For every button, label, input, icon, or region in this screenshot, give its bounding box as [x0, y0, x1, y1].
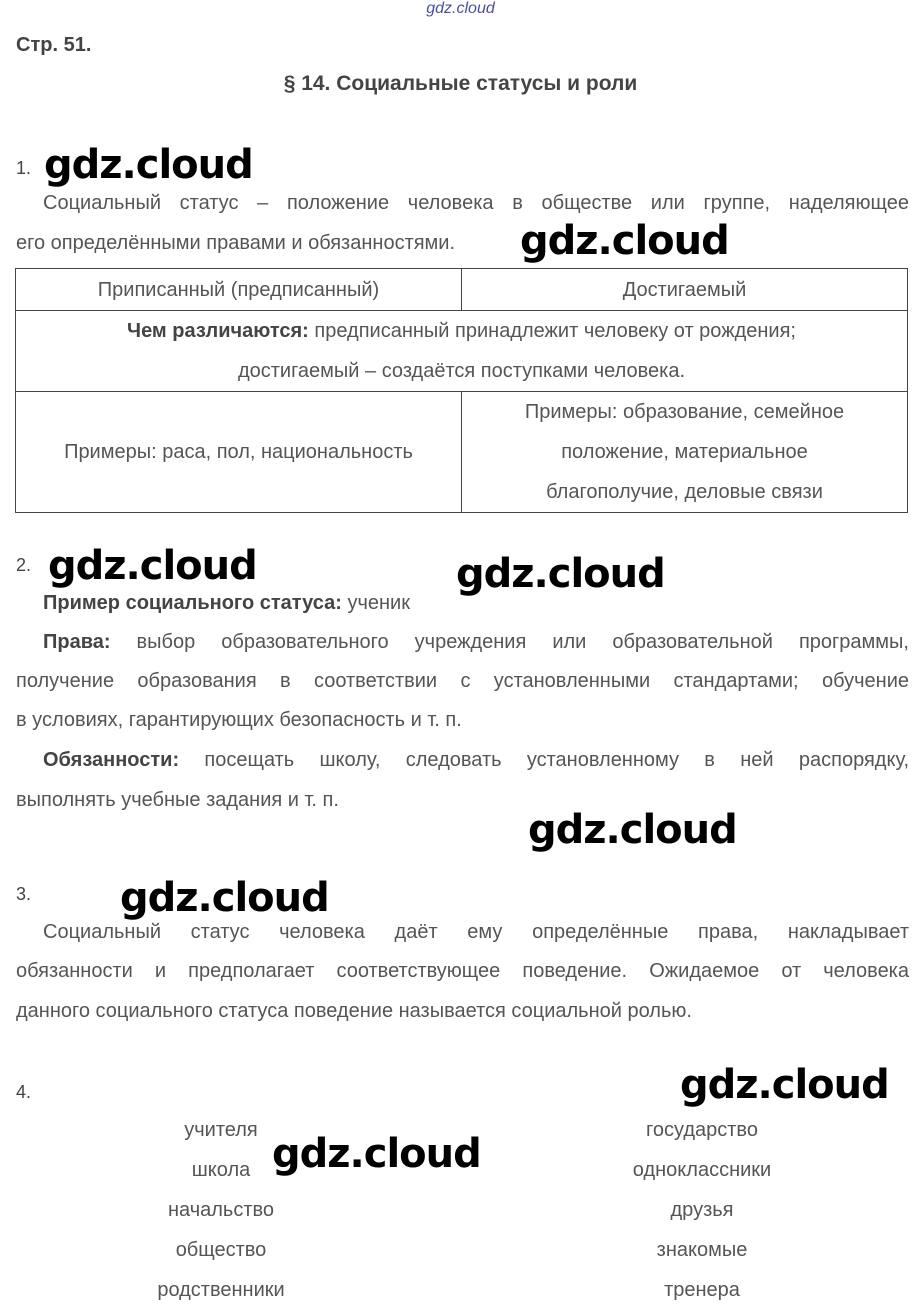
task-1-text-line-2: его определёнными правами и обязанностями. — [16, 232, 456, 254]
table-examples-achieved — [462, 392, 908, 513]
task-1-text-line-1: Социальный статус – положение человека в обществе или группе, наделяющее — [43, 192, 909, 214]
list-item: общество — [175, 1239, 267, 1261]
task-2-rights-line-2: получение образования в соответствии с установленными стандартами; обучение — [16, 670, 909, 692]
table-examples-ascribed: Примеры: раса, пол, национальность — [16, 392, 462, 513]
list-item: начальство — [167, 1199, 275, 1221]
task-3-line-3: данного социального статуса поведение называется социальной ролью. — [16, 1000, 692, 1022]
task-2-rights-line-3: в условиях, гарантирующих безопасность и т. п. — [16, 709, 462, 731]
task-3-number: 3. — [16, 884, 32, 904]
task-2-duties-line-1 — [16, 741, 909, 780]
table-difference-cell — [16, 311, 908, 392]
list-item: друзья — [670, 1199, 734, 1221]
task-3-line-1: Социальный статус человека даёт ему определённые права, накладывает — [43, 921, 909, 943]
task-2-rights-line-1 — [16, 623, 909, 662]
watermark: gdz.cloud — [44, 142, 253, 188]
task-2-duties-line-2: выполнять учебные задания и т. п. — [16, 789, 339, 811]
watermark: gdz.cloud — [456, 551, 665, 597]
difference-text-2: достигаемый – создаётся поступками человека. — [237, 360, 686, 382]
header-watermark: gdz.cloud — [426, 0, 495, 17]
list-item: знакомые — [656, 1239, 748, 1261]
section-title: § 14. Социальные статусы и роли — [283, 72, 638, 95]
examples-achieved-line-2: положение, материальное — [561, 441, 808, 463]
watermark: gdz.cloud — [528, 807, 737, 853]
task-3-line-2: обязанности и предполагает соответствующее поведение. Ожидаемое от человека — [16, 960, 909, 982]
examples-achieved-line-3: благополучие, деловые связи — [546, 481, 823, 503]
difference-label: Чем различаются: — [127, 320, 309, 342]
list-item: родственники — [157, 1279, 285, 1301]
watermark: gdz.cloud — [680, 1062, 889, 1108]
task-2-number: 2. — [16, 555, 32, 575]
watermark: gdz.cloud — [48, 543, 257, 589]
task-1-number: 1. — [16, 158, 32, 178]
examples-achieved-line-1: Примеры: образование, семейное — [524, 401, 845, 423]
difference-text-1: предписанный принадлежит человеку от рождения; — [308, 320, 796, 342]
watermark: gdz.cloud — [272, 1131, 481, 1177]
task-2-example — [16, 584, 909, 623]
task-4-number: 4. — [16, 1082, 32, 1102]
rights-text-1: выбор образовательного учреждения или образовательной программы, — [110, 631, 909, 653]
list-item: одноклассники — [632, 1159, 772, 1181]
list-item: школа — [191, 1159, 251, 1181]
list-item: учителя — [184, 1119, 258, 1141]
rights-label: Права: — [43, 631, 111, 653]
duties-text-1: посещать школу, следовать установленному в ней распорядку, — [179, 749, 909, 771]
watermark: gdz.cloud — [520, 218, 729, 264]
example-value: ученик — [341, 592, 410, 614]
example-label: Пример социального статуса: — [43, 592, 342, 614]
list-item: тренера — [664, 1279, 740, 1301]
list-item: государство — [646, 1119, 758, 1141]
duties-label: Обязанности: — [43, 749, 180, 771]
roles-right-column — [602, 1110, 802, 1310]
status-table — [15, 268, 908, 513]
table-header-achieved: Достигаемый — [462, 269, 908, 311]
page-label: Стр. 51. — [16, 34, 92, 56]
watermark: gdz.cloud — [120, 875, 329, 921]
table-header-ascribed: Приписанный (предписанный) — [16, 269, 462, 311]
